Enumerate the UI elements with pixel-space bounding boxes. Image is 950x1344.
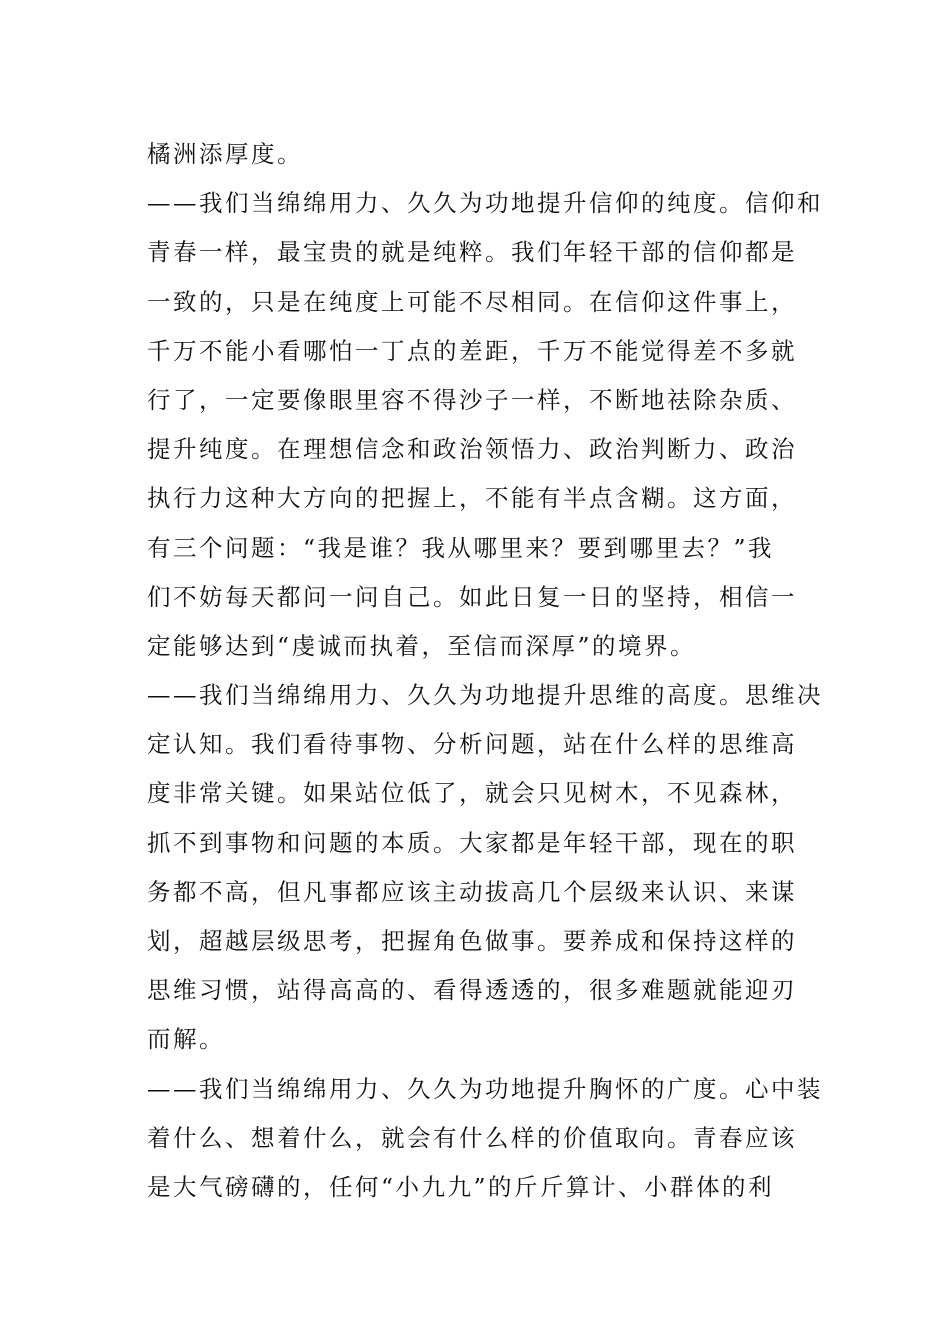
text-line: 橘洲添厚度。 — [147, 140, 303, 168]
text-line: 抓不到事物和问题的本质。大家都是年轻干部，现在的职 — [147, 828, 797, 857]
text-line: ——我们当绵绵用力、久久为功地提升思维的高度。思维决 — [147, 681, 823, 710]
text-line: 着什么、想着什么，就会有什么样的价值取向。青春应该 — [147, 1123, 797, 1152]
text-line: 一致的，只是在纯度上可能不尽相同。在信仰这件事上， — [147, 287, 797, 316]
text-line: 定认知。我们看待事物、分析问题，站在什么样的思维高 — [147, 730, 797, 759]
text-line: 提升纯度。在理想信念和政治领悟力、政治判断力、政治 — [147, 435, 797, 464]
text-line: 度非常关键。如果站位低了，就会只见树木，不见森林， — [147, 779, 797, 808]
text-line: 有三个问题：“我是谁？我从哪里来？要到哪里去？”我 — [147, 533, 775, 562]
text-line: ——我们当绵绵用力、久久为功地提升胸怀的广度。心中装 — [147, 1074, 823, 1103]
text-line: 青春一样，最宝贵的就是纯粹。我们年轻干部的信仰都是 — [147, 238, 797, 267]
text-line: 而解。 — [147, 1025, 225, 1054]
text-line: 执行力这种大方向的把握上，不能有半点含糊。这方面， — [147, 484, 797, 513]
text-line: 划，超越层级思考，把握角色做事。要养成和保持这样的 — [147, 927, 797, 955]
text-line: 们不妨每天都问一问自己。如此日复一日的坚持，相信一 — [147, 582, 797, 611]
text-line: 行了，一定要像眼里容不得沙子一样，不断地祛除杂质、 — [147, 385, 797, 414]
text-line: 是大气磅礴的，任何“小九九”的斤斤算计、小群体的利 — [147, 1172, 775, 1201]
text-line: 千万不能小看哪怕一丁点的差距，千万不能觉得差不多就 — [147, 336, 797, 365]
text-line: 定能够达到“虔诚而执着，至信而深厚”的境界。 — [147, 631, 697, 660]
body-text — [147, 130, 827, 1212]
text-line: ——我们当绵绵用力、久久为功地提升信仰的纯度。信仰和 — [147, 189, 823, 218]
text-line: 务都不高，但凡事都应该主动拔高几个层级来认识、来谋 — [147, 877, 797, 906]
text-line: 思维习惯，站得高高的、看得透透的，很多难题就能迎刃 — [147, 976, 797, 1005]
